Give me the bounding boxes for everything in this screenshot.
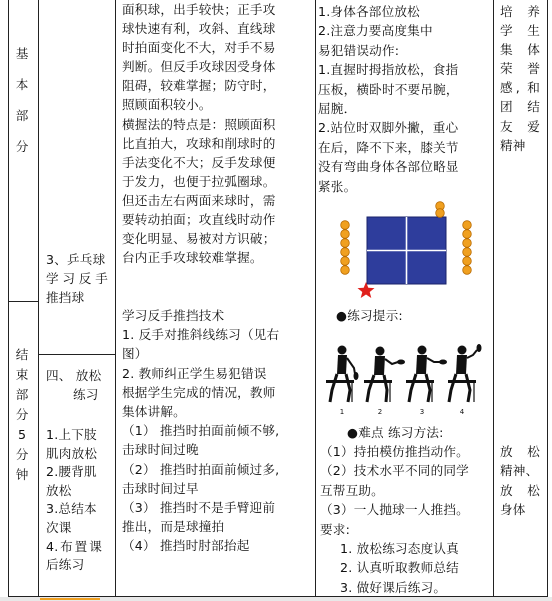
practice-method-title: ●难点 练习方法:: [347, 425, 444, 440]
column-divider: [38, 0, 39, 596]
section-4-title: 四、 放松 练习: [46, 368, 102, 402]
ball-stack-left: [341, 221, 350, 275]
figure-number: 3: [419, 408, 425, 416]
push-block-instructions: 学习反手推挡技术 1. 反手对推斜线练习（见右 图） 2. 教师纠正学生易犯错误 根据学生完成的情况，教师 集体讲解。 （1） 推挡时拍面前倾不够, 击球时间过晚 （2） 推挡时拍面前倾过多, 击球时间过早 （3） 推挡时不是手臂迎前 推出，而是球撞拍 （4） 推挡时肘部抬起: [122, 308, 280, 554]
column-divider: [493, 0, 494, 596]
ball-stack-top: [436, 202, 445, 218]
common-mistakes: 1.身体各部位放松 2.注意力要高度集中 易犯错误动作: 1.直握时拇指放松，食指 压板，横卧时不要吊腕， 屈腕． 2.站位时双脚外撇，重心 在后，降不下来，膝关节 没有弯曲身体各部位略显 紧张。: [318, 4, 459, 194]
relax-goal: 放 松 精神、 放 松 身体: [500, 444, 540, 518]
column-divider: [115, 0, 116, 596]
figure-number: 4: [459, 408, 465, 416]
section-label-basic: 基 本 部 分: [15, 46, 29, 154]
ball-stack-right: [463, 221, 472, 275]
education-goal: 培 养 学 生 集 体 荣 誉 感, 和 团 结 友 爱 精神: [500, 4, 540, 153]
player-figure: [448, 344, 482, 402]
page-bottom-edge: [0, 597, 552, 601]
practice-method-list: （1）持拍模仿推挡动作。 （2）技术水平不同的同学 互帮互助。 （3）一人抛球一人推挡。 要求: 1. 放松练习态度认真 2. 认真听取教师总结 3. 做好课后练习。: [320, 444, 469, 595]
section-label-ending: 结 束 部 分 5 分 钟: [15, 347, 29, 482]
player-figure: [406, 346, 447, 403]
practice-tip-label: ●练习提示:: [336, 308, 403, 323]
grip-description: 面积球，出手较快；正手攻 球快速有利，攻斜、直线球 时拍面变化不大，对手不易 判断。但反手攻球因受身体 阻碍，较难掌握；防守时， 照顾面积较小。 横握法的特点是：照顾面积 比直拍大，攻球和削球时的 手法变化不大；反手发球便 于发力，也便于拉弧圈球。 但还击左右两面来球时，需 要转动拍面；攻直线时动作 变化明显、易被对方识破； 台内正手攻球较难掌握。: [122, 2, 276, 266]
figure-number: 2: [377, 408, 383, 416]
section-3-title: 3、乒乓球 学习反手 推挡球: [46, 252, 108, 305]
column-divider: [315, 0, 316, 596]
figure-number: 1: [339, 408, 345, 416]
row-divider: [9, 301, 38, 302]
player-figure: [364, 347, 405, 403]
player-figure: [326, 346, 359, 403]
push-block-pose-figures: [324, 340, 484, 420]
section-4-items: 1.上下肢 肌肉放松 2.腰背肌 放松 3.总结本 次课 4.布置课 后练习: [46, 427, 102, 573]
row-divider: [38, 354, 115, 355]
table-tennis-diagram: [336, 200, 478, 298]
